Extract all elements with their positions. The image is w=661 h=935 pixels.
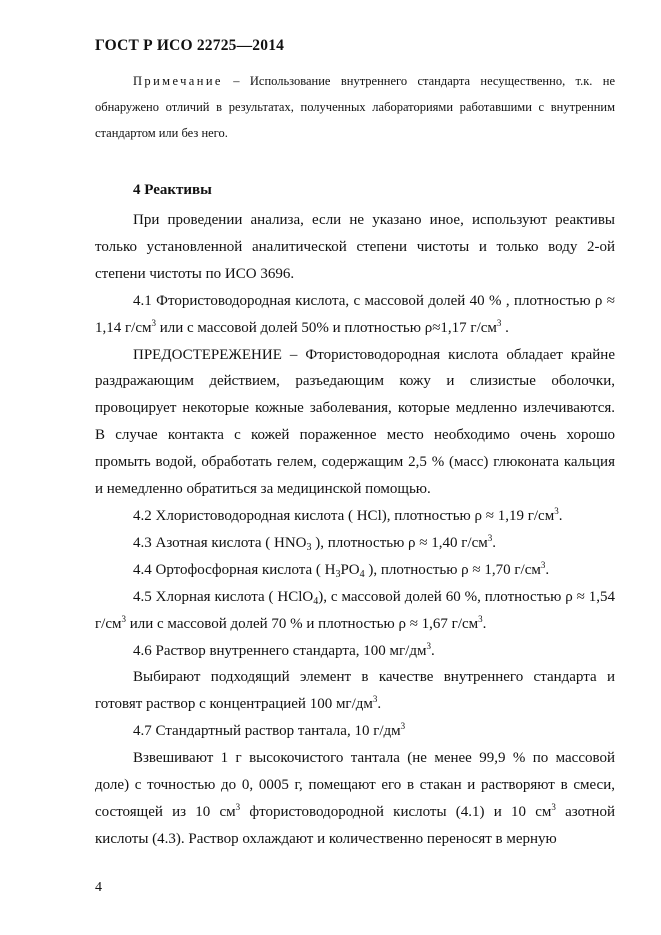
superscript: 3 — [235, 801, 241, 812]
superscript: 3 — [554, 505, 559, 516]
superscript: 3 — [496, 317, 502, 328]
weigh-text-b: фтористоводородной кислоты (4.1) и 10 см — [240, 803, 552, 820]
warning-paragraph: ПРЕДОСТЕРЕЖЕНИЕ – Фтористоводородная кислота обладает крайне раздражающим действием, разъедающим кожу и слизистые оболочки, провоцирует некоторые кожные заболевания, которые медленно излечиваются. В случае контакта с кожей пораженное место необходимо очень хорошо промыть водой, обработать гелем, содержащим 2,5 % (масс) глюконата кальция и немедленно обратиться за медицинской помощью. — [95, 346, 615, 498]
superscript: 3 — [551, 801, 556, 812]
p45-text-a: 4.5 Хлорная кислота ( HClO — [133, 588, 314, 605]
note-text: – Использование внутреннего стандарта несущественно, т.к. не обнаружено отличий в результатах, полученных лабораториями работавшими с внутренним стандартом или без него. — [95, 74, 615, 140]
p46-text-b: . — [430, 642, 435, 659]
p45-text-d: . — [482, 615, 487, 632]
subscript: 4 — [313, 595, 319, 607]
weigh-text-c: азотной кислоты (4.3). Раствор охлаждают и количественно переносят в мерную — [95, 803, 615, 847]
paragraph-4-7 — [95, 718, 615, 745]
superscript: 3 — [426, 640, 431, 651]
paragraph-4-5 — [95, 584, 615, 638]
paragraph-4-6 — [95, 638, 615, 665]
p42-text-b: . — [558, 507, 563, 524]
weigh-paragraph — [95, 745, 615, 853]
p41-text-c: . — [501, 319, 509, 336]
p45-text-c: или с массовой долей 70 % и плотностью ρ ≈ 1,67 г/см — [125, 615, 479, 632]
superscript: 3 — [121, 613, 126, 624]
select-text-b: . — [377, 696, 382, 713]
p41-text-b: или с массовой долей 50% и плотностью ρ≈1,17 г/см — [155, 319, 497, 336]
section-title: 4 Реактивы — [133, 182, 212, 198]
weigh-text-a: Взвешивают 1 г высокочистого тантала (не менее 99,9 % по массовой доле) с точностью до 0, 0005 г, помещают его в стакан и растворяют в смеси, состоящей из 10 см — [95, 750, 615, 820]
p45-text-b: ), с массовой долей 60 %, плотностью ρ ≈ 1,54 г/см — [95, 588, 615, 632]
p44-text-a: 4.4 Ортофосфорная кислота ( H — [133, 561, 336, 578]
document-body — [95, 207, 615, 853]
superscript: 3 — [540, 559, 546, 570]
superscript: 3 — [372, 694, 378, 705]
select-paragraph — [95, 664, 615, 718]
paragraph-4-3 — [95, 530, 615, 557]
p43-text-b: ), плотностью ρ ≈ 1,40 г/см — [311, 534, 488, 551]
subscript: 4 — [359, 568, 365, 580]
p44-text-b: PO — [340, 561, 360, 578]
superscript: 3 — [478, 613, 483, 624]
paragraph-4-4 — [95, 557, 615, 584]
p43-text-c: . — [492, 534, 496, 551]
paragraph-4-2 — [95, 503, 615, 530]
intro-paragraph: При проведении анализа, если не указано иное, используют реактивы только установленной аналитической степени чистоты и только воду 2-ой степени чистоты по ИСО 3696. — [95, 212, 615, 282]
document-header: ГОСТ Р ИСО 22725—2014 — [95, 37, 285, 54]
paragraph-4-1 — [95, 288, 615, 342]
superscript: 3 — [400, 721, 406, 732]
p42-text-a: 4.2 Хлористоводородная кислота ( HCl), плотностью ρ ≈ 1,19 г/см — [133, 507, 555, 524]
page-number: 4 — [95, 880, 102, 895]
subscript: 3 — [335, 568, 341, 580]
note-block — [95, 68, 615, 146]
p44-text-d: . — [545, 561, 550, 578]
subscript: 3 — [306, 541, 312, 553]
select-text-a: Выбирают подходящий элемент в качестве внутреннего стандарта и готовят раствор с концентрацией 100 мг/дм — [95, 669, 615, 713]
note-label: Примечание — [133, 74, 223, 88]
p44-text-c: ), плотностью ρ ≈ 1,70 г/см — [364, 561, 541, 578]
p46-text-a: 4.6 Раствор внутреннего стандарта, 100 мг/дм — [133, 642, 427, 659]
superscript: 3 — [487, 532, 493, 543]
superscript: 3 — [151, 317, 156, 328]
p43-text-a: 4.3 Азотная кислота ( HNO — [133, 534, 307, 551]
p47-text-a: 4.7 Стандартный раствор тантала, 10 г/дм — [133, 723, 401, 740]
p41-text-a: 4.1 Фтористоводородная кислота, с массовой долей 40 % , плотностью ρ ≈ 1,14 г/см — [95, 292, 615, 336]
